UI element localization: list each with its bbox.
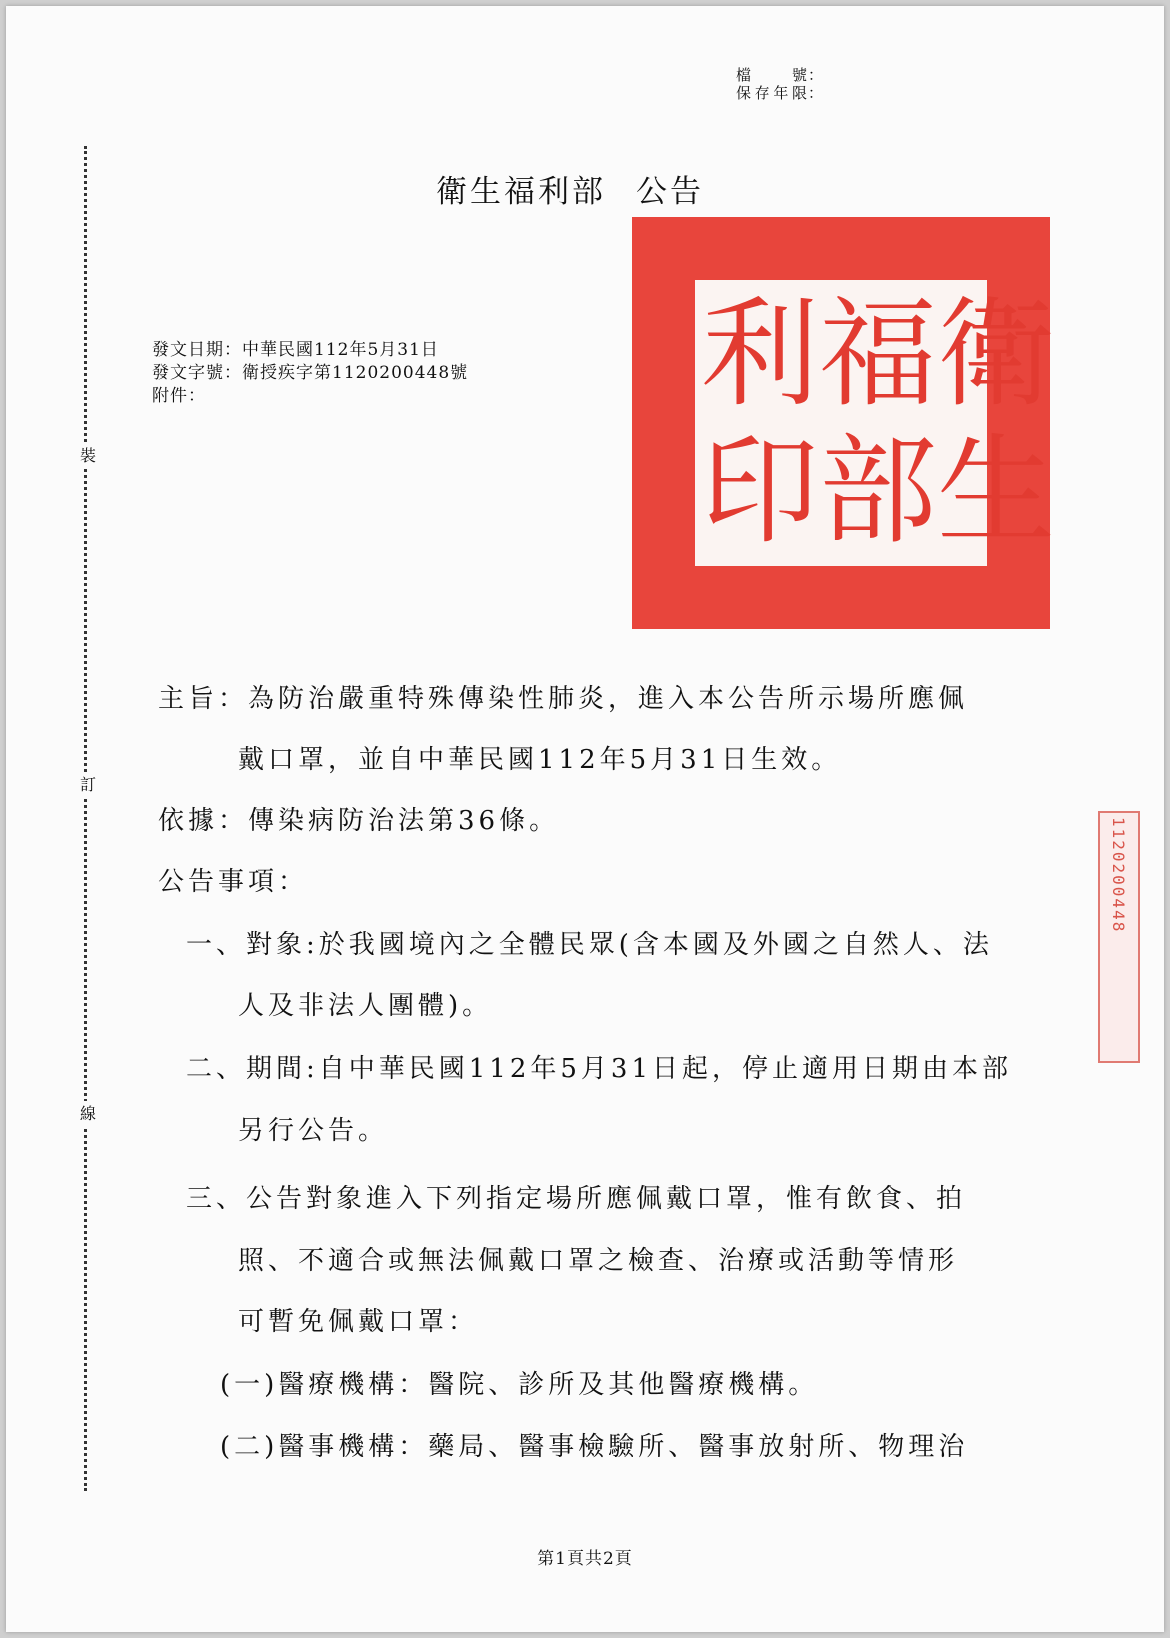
reference-number-value: 衛授疾字第1120200448號 [242, 363, 469, 383]
filing-number-label: 檔號 [736, 66, 808, 84]
seal-char: 印 [701, 422, 820, 560]
page-title [436, 166, 704, 211]
filing-number-row: 檔號 ： [736, 66, 825, 84]
seal-char: 生 [937, 422, 1056, 560]
title-document-type: 公告 [636, 174, 704, 210]
binding-dotted-line [84, 146, 87, 1491]
seal-char: 利 [701, 285, 820, 423]
seal-char: 部 [819, 422, 938, 560]
notice-item-3-line-3: 可暫免佩戴口罩： [238, 1307, 479, 1337]
notice-subitem-2: (二)醫事機構：藥局、醫事檢驗所、醫事放射所、物理治 [220, 1432, 969, 1462]
document-meta [152, 339, 468, 408]
title-organization: 衛生福利部 [436, 174, 606, 210]
notice-item-2-line-2: 另行公告。 [238, 1116, 389, 1146]
basis-line: 依據：傳染病防治法第36條。 [158, 806, 560, 836]
side-stamp-number: 1120200448 [1109, 817, 1128, 934]
subject-line-1: 主旨：為防治嚴重特殊傳染性肺炎，進入本公告所示場所應佩 [158, 684, 969, 714]
attachment-row: 附件： [152, 386, 206, 406]
binding-mark-ding: 訂 [80, 772, 96, 798]
reference-number-row: 發文字號：衛授疾字第1120200448號 [152, 363, 469, 383]
binding-mark-zhuang: 裝 [80, 443, 96, 469]
subject-line-2: 戴口罩，並自中華民國112年5月31日生效。 [238, 745, 842, 775]
notice-item-3-line-1: 三、公告對象進入下列指定場所應佩戴口罩，惟有飲食、拍 [186, 1184, 967, 1214]
retention-period-row: 保存年限 ： [736, 84, 825, 102]
retention-period-label: 保存年限 [736, 84, 808, 102]
binding-mark-xian: 線 [80, 1101, 96, 1127]
notice-item-1-line-1: 一、對象:於我國境內之全體民眾(含本國及外國之自然人、法 [186, 930, 993, 960]
seal-inner-square [692, 277, 1056, 569]
document-page [6, 6, 1164, 1632]
seal-char: 福 [819, 285, 938, 423]
filing-info [736, 66, 824, 102]
seal-char: 衛 [937, 285, 1056, 423]
side-stamp [1098, 811, 1140, 1063]
issue-date-row: 發文日期：中華民國112年5月31日 [152, 340, 439, 360]
official-seal [632, 217, 1056, 629]
issue-date-value: 中華民國112年5月31日 [242, 340, 439, 360]
notice-item-2-line-1: 二、期間:自中華民國112年5月31日起，停止適用日期由本部 [186, 1054, 1013, 1084]
notice-subitem-1: (一)醫療機構：醫院、診所及其他醫療機構。 [220, 1370, 819, 1400]
notice-item-1-line-2: 人及非法人團體)。 [238, 991, 493, 1021]
page-number: 第1頁共2頁 [537, 1549, 633, 1569]
notice-heading: 公告事項： [158, 867, 309, 897]
notice-item-3-line-2: 照、不適合或無法佩戴口罩之檢查、治療或活動等情形 [238, 1246, 959, 1276]
